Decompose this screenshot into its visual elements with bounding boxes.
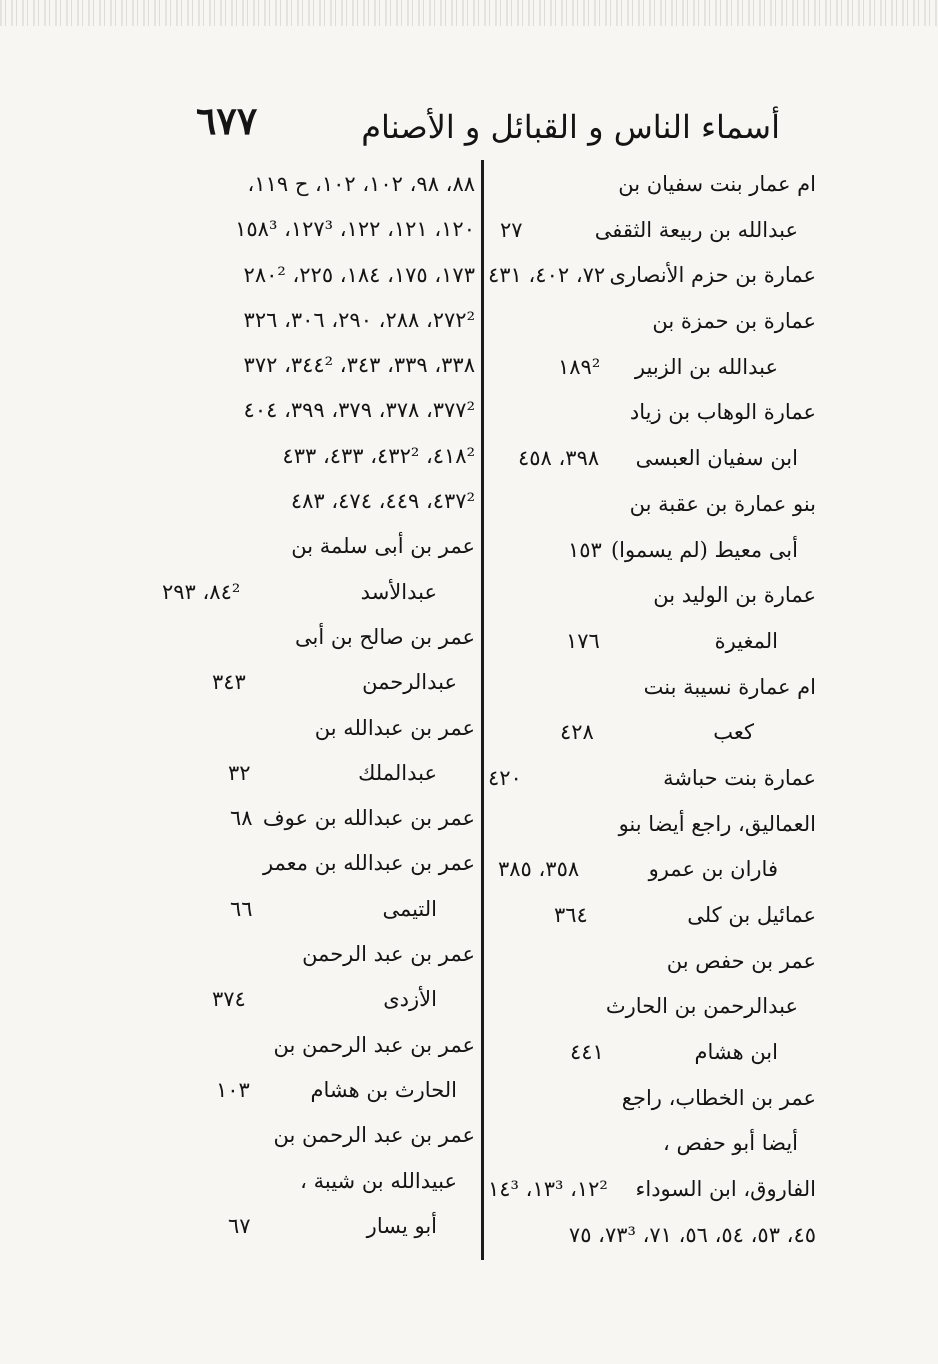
entry-name: بنو عمارة بن عقبة بن xyxy=(629,491,816,516)
entry-pages: ٣٧٤ xyxy=(212,987,246,1012)
index-entry xyxy=(150,570,475,615)
entry-pages: ٤١٨²، ٤٣٢²، ٤٣٣، ٤٣٣ xyxy=(282,443,475,468)
entry-name: عبيدالله بن شيبة ، xyxy=(300,1168,457,1193)
scan-edge xyxy=(0,0,938,26)
entry-name: ابن سفيان العبسى xyxy=(635,446,798,471)
entry-pages: ٣٧٧²، ٣٧٨، ٣٧٩، ٣٩٩، ٤٠٤ xyxy=(243,398,475,423)
page-number: ٦٧٧ xyxy=(196,98,258,143)
entry-name: عمر بن عبدالله بن xyxy=(314,715,475,740)
entry-name: عمر بن عبد الرحمن بن xyxy=(273,1123,475,1148)
right-column xyxy=(488,162,816,1262)
entry-pages: ١٠٣ xyxy=(216,1077,250,1102)
entry-pages: ٤٢٨ xyxy=(560,720,594,745)
index-entry xyxy=(488,162,816,208)
index-entry xyxy=(150,932,475,977)
entry-name: ابن هشام xyxy=(694,1040,778,1065)
index-entry xyxy=(150,434,475,479)
entry-pages: ٤٣٧²، ٤٤٩، ٤٧٤، ٤٨٣ xyxy=(290,489,475,514)
entry-name: عمر بن حفص بن xyxy=(666,948,816,973)
entry-pages: ٨٨، ٩٨، ١٠٢، ١٠٢، ح ١١٩، xyxy=(247,172,475,196)
entry-pages: ٣٥٨، ٣٨٥ xyxy=(498,857,580,882)
index-entry xyxy=(150,388,475,433)
entry-name: عمارة بن الوليد بن xyxy=(653,583,816,608)
index-entry xyxy=(488,573,816,619)
entry-name: عمر بن عبد الرحمن xyxy=(302,942,475,967)
index-entry xyxy=(150,524,475,569)
index-entry xyxy=(488,939,816,985)
index-entry xyxy=(150,162,475,207)
index-entry xyxy=(150,796,475,841)
index-entry xyxy=(488,1030,816,1076)
entry-name: ام عمار بنت سفيان بن xyxy=(618,172,816,196)
entry-pages: ٨٤²، ٢٩٣ xyxy=(162,579,241,604)
index-entry xyxy=(488,1167,816,1213)
entry-name: عبدالملك xyxy=(358,760,437,785)
entry-name: أبو يسار xyxy=(366,1213,437,1238)
index-entry xyxy=(488,208,816,254)
index-entry xyxy=(150,706,475,751)
entry-name: عمارة بن حمزة بن xyxy=(652,309,816,334)
index-entry xyxy=(150,343,475,388)
index-entry xyxy=(150,479,475,524)
entry-pages: ٢٧٢²، ٢٨٨، ٢٩٠، ٣٠٦، ٣٢٦ xyxy=(243,307,475,332)
index-entry xyxy=(488,299,816,345)
index-entry xyxy=(150,887,475,932)
entry-pages: ٣٦٤ xyxy=(554,903,588,927)
entry-name: عمارة بن حزم الأنصارى xyxy=(609,263,816,288)
index-entry xyxy=(488,1121,816,1167)
entry-name: التيمى xyxy=(382,896,437,921)
entry-pages: ٣٩٨، ٤٥٨ xyxy=(518,446,600,471)
index-entry xyxy=(488,482,816,528)
index-entry xyxy=(488,1213,816,1259)
index-entry xyxy=(488,619,816,665)
index-entry xyxy=(150,615,475,660)
entry-pages: ١٧٦ xyxy=(566,628,600,653)
index-entry xyxy=(488,847,816,893)
entry-name: عمر بن عبد الرحمن بن xyxy=(273,1032,475,1057)
entry-pages: ٣٢ xyxy=(228,760,251,785)
index-entry xyxy=(488,253,816,299)
entry-name: عمر بن صالح بن أبى xyxy=(295,624,475,649)
entry-name: الحارث بن هشام xyxy=(310,1077,457,1102)
entry-name: أيضا أبو حفص ، xyxy=(663,1131,798,1156)
entry-pages: ٤٥، ٥٣، ٥٤، ٥٦، ٧١، ٧٣³، ٧٥ xyxy=(568,1222,816,1247)
entry-pages: ٣٤٣ xyxy=(212,670,246,695)
entry-name: عمر بن عبدالله بن معمر xyxy=(262,851,475,876)
entry-name: عبدالرحمن بن الحارث xyxy=(605,994,798,1019)
index-entry xyxy=(488,984,816,1030)
entry-name: عبدالله بن ربيعة الثقفى xyxy=(594,217,798,242)
entry-pages: ٦٧ xyxy=(228,1213,251,1238)
entry-pages: ١٥٣ xyxy=(568,537,602,562)
entry-name: ام عمارة نسيبة بنت xyxy=(643,674,816,699)
index-entry xyxy=(150,841,475,886)
left-column xyxy=(150,162,475,1262)
index-entry xyxy=(150,1023,475,1068)
entry-name: الأزدى xyxy=(383,987,437,1012)
index-entry xyxy=(488,436,816,482)
entry-name: المغيرة xyxy=(714,628,778,653)
entry-pages: ٣٣٨، ٣٣٩، ٣٤٣، ٣٤٤²، ٣٧٢ xyxy=(243,353,475,378)
entry-name: عبدالأسد xyxy=(360,579,437,604)
index-entry xyxy=(488,1076,816,1122)
index-entry xyxy=(488,710,816,756)
entry-name: عمر بن أبى سلمة بن xyxy=(291,534,475,559)
index-entry xyxy=(150,207,475,252)
entry-pages: ١٢٠، ١٢١، ١٢٢، ١٢٧³، ١٥٨³ xyxy=(235,217,475,242)
index-entry xyxy=(488,345,816,391)
entry-name: عمر بن عبدالله بن عوف xyxy=(262,806,475,831)
index-entry xyxy=(488,390,816,436)
entry-pages: ٢٧ xyxy=(500,217,523,242)
entry-pages: ٤٤١ xyxy=(570,1040,604,1065)
index-entry xyxy=(488,665,816,711)
entry-name: عبدالرحمن xyxy=(362,670,457,695)
index-entry xyxy=(150,1204,475,1249)
index-entry xyxy=(488,893,816,939)
entry-pages: ٧٢، ٤٠٢، ٤٣١ xyxy=(488,263,606,288)
entry-pages: ١٢²، ١٣³، ١٤³ xyxy=(488,1177,608,1202)
entry-pages: ٤٢٠ xyxy=(488,765,522,790)
index-entry xyxy=(150,253,475,298)
entry-name: عمارة بنت حباشة xyxy=(663,765,816,790)
index-entry xyxy=(150,1159,475,1204)
entry-name: العماليق، راجع أيضا بنو xyxy=(618,811,816,836)
entry-name: كعب xyxy=(713,720,754,745)
index-entry xyxy=(150,977,475,1022)
page-title: أسماء الناس و القبائل و الأصنام xyxy=(361,108,780,146)
entry-pages: ١٨٩² xyxy=(558,354,601,379)
index-entry xyxy=(150,1113,475,1158)
entry-name: عمر بن الخطاب، راجع xyxy=(621,1085,816,1110)
entry-pages: ٦٨ xyxy=(230,806,253,831)
entry-pages: ٦٦ xyxy=(230,896,253,921)
entry-name: عمارة الوهاب بن زياد xyxy=(629,400,816,425)
entry-name: الفاروق، ابن السوداء xyxy=(635,1177,816,1202)
entry-name: عمائيل بن كلى xyxy=(687,903,816,927)
index-entry xyxy=(150,751,475,796)
index-entry xyxy=(150,660,475,705)
entry-pages: ١٧٣، ١٧٥، ١٨٤، ٢٢٥، ٢٨٠² xyxy=(243,262,475,287)
index-entry xyxy=(150,1068,475,1113)
index-entry xyxy=(488,528,816,574)
entry-name: عبدالله بن الزبير xyxy=(634,354,778,379)
entry-name: فاران بن عمرو xyxy=(648,857,778,882)
column-divider xyxy=(481,160,484,1260)
entry-name: أبى معيط (لم يسموا) xyxy=(610,537,798,562)
index-entry xyxy=(488,802,816,848)
index-entry xyxy=(488,756,816,802)
index-entry xyxy=(150,298,475,343)
